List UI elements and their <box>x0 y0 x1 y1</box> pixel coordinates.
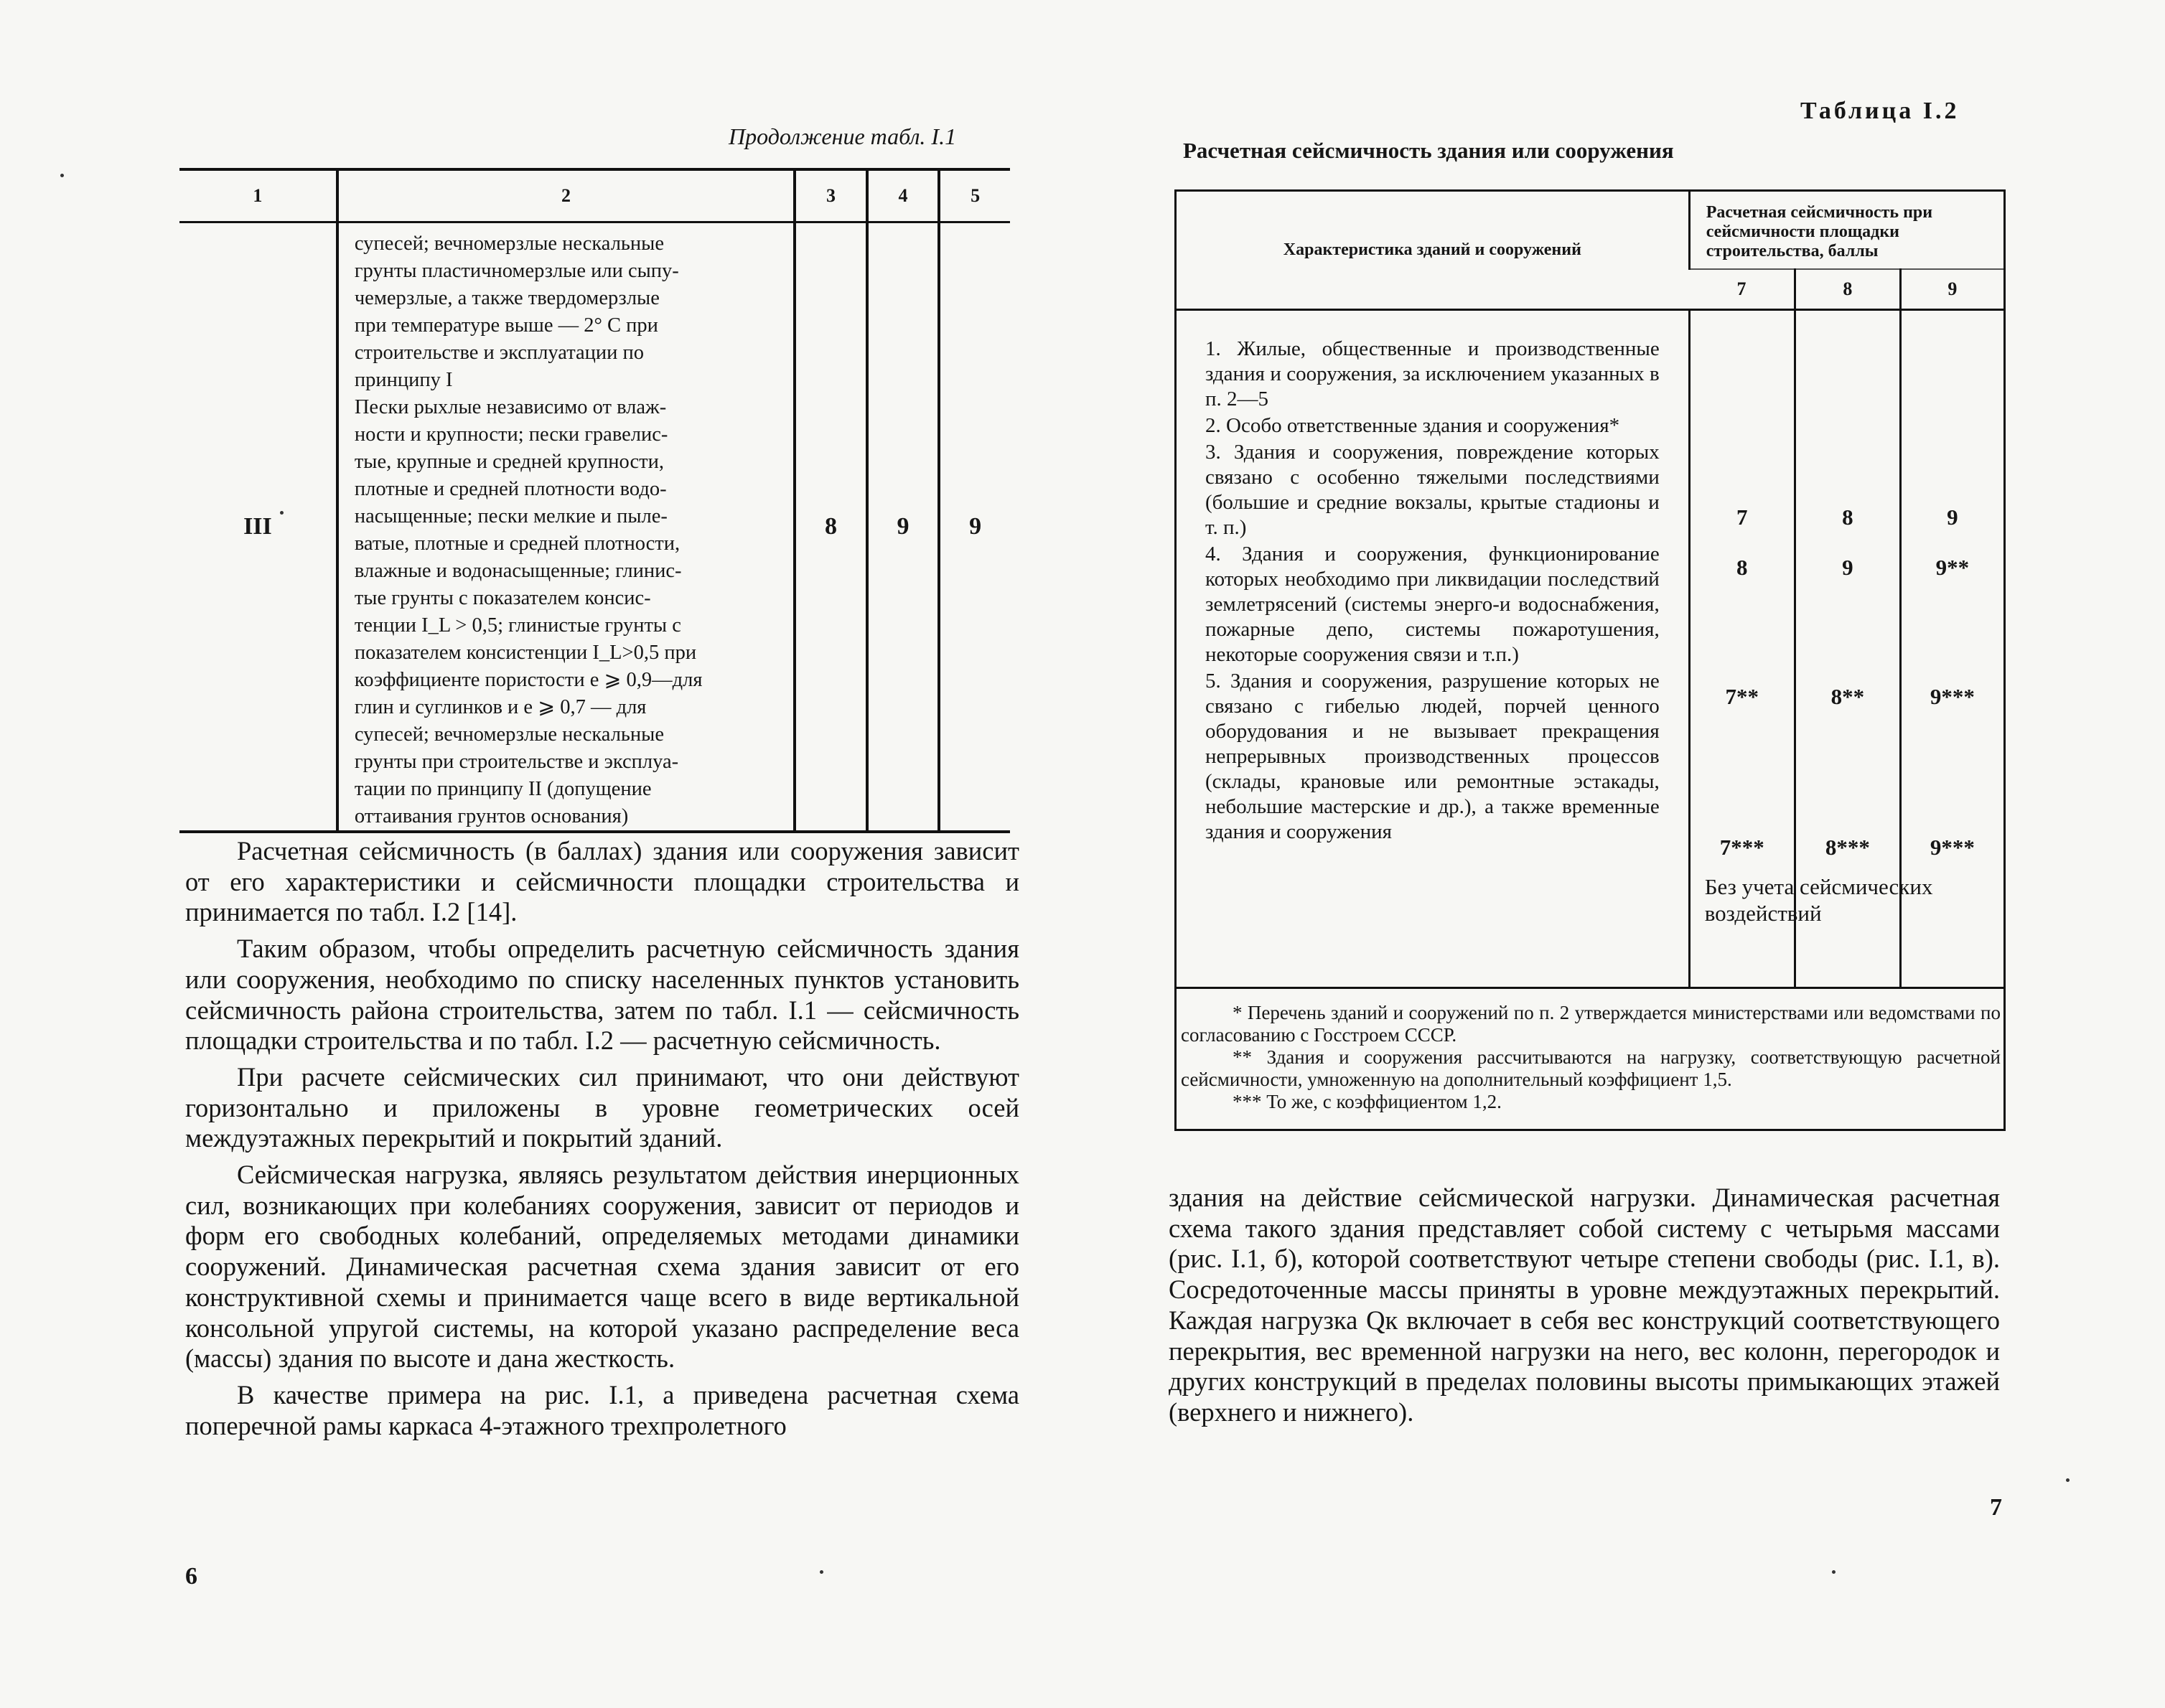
desc-line: строительстве и эксплуатации по <box>354 342 645 364</box>
soil-description <box>337 222 795 832</box>
desc-line: глин и суглинков и e ⩾ 0,7 — для <box>354 696 647 718</box>
page-number: 6 <box>185 1563 197 1590</box>
list-item: 5. Здания и сооружения, разрушение которых не связано с гибелью людей, порчей ценного оборудования и не вызывает прекращения непрерывных производственных процессов (склады, крановые или ремонтные эстакады, небольшие мастерские и др.), а также временные здания и сооружения <box>1205 670 1660 843</box>
paragraph: Сейсмическая нагрузка, являясь результатом действия инерционных сил, возникающих при колебаниях сооружения, зависит от периодов и форм его свободных колебаний, определяемых методами динамики сооружений. Динамическая расчетная схема здания зависит от его конструктивной схемы и принимается чаще всего в виде вертикальной консольной упругой системы, на которой указано распределение веса (массы) здания по высоте и дана жесткость. <box>185 1160 1019 1374</box>
col-5-header: 5 <box>939 169 1010 222</box>
desc-line: при температуре выше — 2° С при <box>354 314 658 337</box>
col-4-header: 4 <box>867 169 940 222</box>
subheader-8: 8 <box>1795 269 1900 310</box>
subheader-9: 9 <box>1900 269 2004 310</box>
desc-line: влажные и водонасыщенные; глинис- <box>354 560 682 582</box>
col-5-value: 9 <box>939 222 1010 832</box>
scan-speck <box>820 1570 823 1574</box>
cell-value: 9 <box>1947 505 1958 530</box>
soil-category: III <box>243 513 272 540</box>
desc-line: плотные и средней плотности водо- <box>354 478 667 500</box>
table-notes-row <box>1176 988 2005 1130</box>
cell-value: 7*** <box>1719 835 1764 860</box>
footnote: ** Здания и сооружения рассчитываются на нагрузку, соответствующую расчетной сейсмичности, умноженную на дополнительный коэффициент 1,5. <box>1181 1046 2001 1090</box>
cell-value: 8** <box>1830 684 1865 709</box>
soil-table-continuation <box>179 168 1010 833</box>
cell-value: 8 <box>1736 555 1748 580</box>
col-3-value: 8 <box>795 222 867 832</box>
characteristics-list <box>1176 310 1690 988</box>
desc-line: тые, крупные и средней крупности, <box>354 451 664 473</box>
table-title: Расчетная сейсмичность здания или сооружения <box>1183 138 1674 163</box>
list-item: 1. Жилые, общественные и производственные здания и сооружения, за исключением указанных в п. 2—5 <box>1205 337 1660 410</box>
desc-line: тые грунты с показателем консис- <box>354 587 651 609</box>
scan-speck <box>280 511 284 515</box>
desc-line: ности и крупности; пески гравелис- <box>354 423 668 446</box>
col-1-header: 1 <box>179 169 337 222</box>
rating-column-header: Расчетная сейсмичность при сейсмичности площадки строительства, баллы <box>1689 191 2004 270</box>
desc-line: тации по принципу II (допущение <box>354 778 652 800</box>
continuation-caption: Продолжение табл. I.1 <box>729 123 957 149</box>
scan-speck <box>2066 1478 2070 1482</box>
list-item: 3. Здания и сооружения, повреждение которых связано с особенно тяжелыми последствиями (большие и средние вокзалы, крытые стадионы и т. п.) <box>1205 441 1660 539</box>
footnote: * Перечень зданий и сооружений по п. 2 утверждается министерствами или ведомствами по согласованию с Госстроем СССР. <box>1181 1002 2001 1046</box>
col-7-values <box>1689 310 1933 988</box>
table-body-row <box>1176 310 2005 988</box>
desc-line: оттаивания грунтов основания) <box>354 805 629 827</box>
cell-value: 9 <box>1842 555 1853 580</box>
paragraph: При расчете сейсмических сил принимают, что они действуют горизонтально и приложены в уровне геометрических осей междуэтажных перекрытий и покрытий зданий. <box>185 1061 1019 1153</box>
left-page <box>0 0 1082 1708</box>
right-page <box>1082 0 2165 1708</box>
table-label: Таблица I.2 <box>1800 98 1960 124</box>
col-3-header: 3 <box>795 169 867 222</box>
cell-value: 9*** <box>1930 835 1975 860</box>
scan-speck <box>60 174 64 177</box>
desc-line: тенции I_L > 0,5; глинистые грунты с <box>354 614 681 637</box>
paragraph: В качестве примера на рис. I.1, а приведена расчетная схема поперечной рамы каркаса 4-этажного трехпролетного <box>185 1379 1019 1440</box>
cell-value: 7 <box>1736 505 1748 530</box>
table-footnotes <box>1176 988 2005 1130</box>
desc-line: коэффициенте пористости e ⩾ 0,9—для <box>354 669 703 691</box>
page-number: 7 <box>1990 1494 2002 1521</box>
characteristic-column-header: Характеристика зданий и сооружений <box>1176 191 1690 310</box>
col-2-header: 2 <box>337 169 795 222</box>
cell-value: 9** <box>1935 555 1970 580</box>
paragraph: Расчетная сейсмичность (в баллах) здания или сооружения зависит от его характеристики и сейсмичности площадки строительства и принимается по табл. I.2 [14]. <box>185 836 1019 927</box>
desc-line: насыщенные; пески мелкие и пыле- <box>354 505 668 527</box>
cell-value: 7** <box>1725 684 1759 709</box>
scan-speck <box>1832 1570 1836 1574</box>
cell-value: 8 <box>1842 505 1853 530</box>
col-8-values <box>1795 310 1900 988</box>
paragraph: здания на действие сейсмической нагрузки. Динамическая расчетная схема такого здания представляет собой систему с четырьмя массами (рис. I.1, б), которой соответствуют четыре степени свободы (рис. I.1, в). Сосредоточенные массы приняты в уровне междуэтажных перекрытий. Каждая нагрузка Qк включает в себя вес конструкций соответствующего перекрытия, вес временной нагрузки на него, вес колонн, перегородок и других конструкций в пределах половины высоты примыкающих этажей (верхнего и нижнего). <box>1169 1183 2000 1427</box>
desc-line: грунты пластичномерзлые или сыпу- <box>354 260 679 282</box>
paragraph: Таким образом, чтобы определить расчетную сейсмичность здания или сооружения, необходимо по списку населенных пунктов установить сейсмичность района строительства, затем по табл. I.1 — сейсмичность площадки строительства и по табл. I.2 — расчетную сейсмичность. <box>185 934 1019 1056</box>
cell-value: 9*** <box>1930 684 1975 709</box>
desc-line: принципу I <box>354 369 453 391</box>
list-item: 2. Особо ответственные здания и сооружения* <box>1205 414 1620 437</box>
footnote: *** То же, с коэффициентом 1,2. <box>1233 1091 1502 1112</box>
right-body-text <box>1169 1183 2000 1434</box>
col-9-values <box>1900 310 2004 988</box>
col-4-value: 9 <box>867 222 940 832</box>
subheader-7: 7 <box>1689 269 1795 310</box>
desc-line: Пески рыхлые независимо от влаж- <box>354 396 667 418</box>
desc-line: ватые, плотные и средней плотности, <box>354 532 681 555</box>
cell-value: 8*** <box>1825 835 1870 860</box>
list-item: 4. Здания и сооружения, функционирование которых необходимо при ликвидации последствий землетрясений (системы энерго-и водоснабжения, пожарные депо, системы пожаротушения, некоторые сооружения связи и т.п.) <box>1205 543 1660 666</box>
table-header-row <box>179 169 1010 222</box>
table-row <box>179 222 1010 832</box>
desc-line: грунты при строительстве и эксплуа- <box>354 751 679 773</box>
desc-line: чемерзлые, а также твердомерзлые <box>354 287 660 309</box>
left-body-text <box>185 836 1019 1447</box>
desc-line: супесей; вечномерзлые нескальные <box>354 723 664 746</box>
seismicity-table <box>1174 189 2006 1131</box>
desc-line: показателем консистенции I_L>0,5 при <box>354 642 697 664</box>
no-impact-note: Без учета сейсмических воздействий <box>1704 874 1933 926</box>
desc-line: супесей; вечномерзлые нескальные <box>354 233 664 255</box>
table-header-row <box>1176 191 2005 270</box>
